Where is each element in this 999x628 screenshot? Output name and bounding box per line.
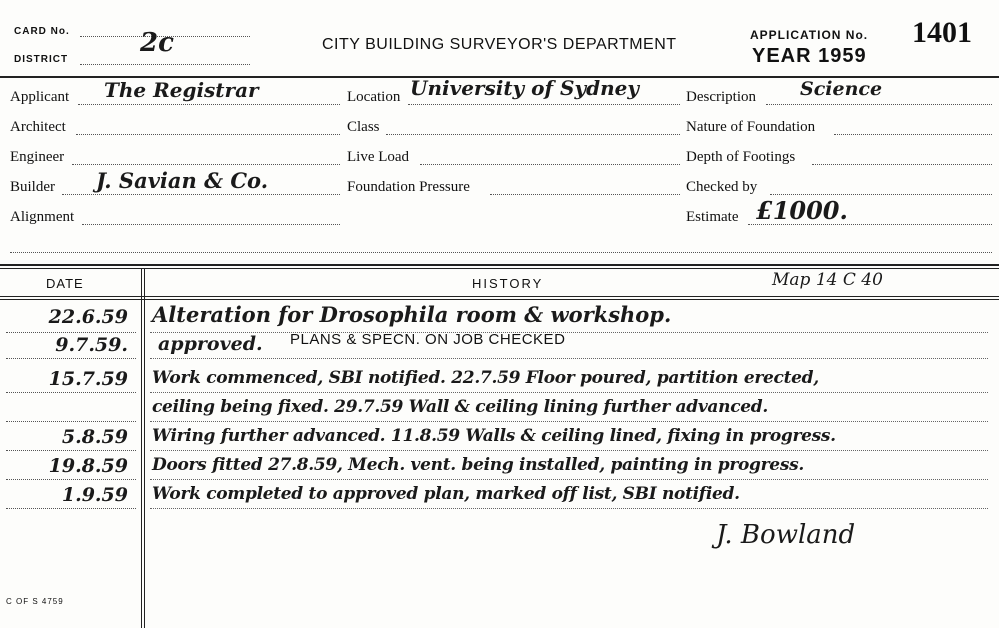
history-date: 22.6.59 [48,306,128,328]
date-column-divider-2 [144,269,145,628]
class-label: Class [347,119,380,135]
district-line [80,64,250,65]
applicant-value: The Registrar [104,78,259,102]
live-load-label: Live Load [347,149,410,165]
estimate-value: £1000. [756,196,848,225]
history-entry: Doors fitted 27.8.59, Mech. vent. being installed, painting in progress. [152,455,804,475]
history-entry: ceiling being fixed. 29.7.59 Wall & ceiling lining further advanced. [152,397,768,417]
district-label: DISTRICT [14,54,69,65]
engineer-label: Engineer [10,149,65,165]
description-value: Science [800,78,883,100]
history-line [150,421,988,422]
district-value: 2c [140,28,174,58]
foundation-pressure-label: Foundation Pressure [347,179,470,195]
history-entry: Work commenced, SBI notified. 22.7.59 Floor poured, partition erected, [152,368,819,388]
location-value: University of Sydney [410,76,639,100]
date-line [6,508,136,509]
class-line [386,134,680,135]
nature-of-foundation-line [834,134,992,135]
blank-line [10,252,992,253]
history-line [150,358,988,359]
history-entry: Work completed to approved plan, marked off list, SBI notified. [152,484,740,504]
history-line [150,450,988,451]
history-line [150,479,988,480]
department-title: CITY BUILDING SURVEYOR'S DEPARTMENT [322,36,677,53]
date-line [6,332,136,333]
date-column-divider [141,269,142,628]
history-date: 1.9.59 [61,484,128,506]
applicant-line [78,104,340,105]
live-load-line [420,164,680,165]
depth-of-footings-line [812,164,992,165]
year-label: YEAR 1959 [752,45,867,67]
checked-by-line [770,194,992,195]
history-header-rule [0,296,999,297]
history-line [150,332,988,333]
nature-of-foundation-label: Nature of Foundation [686,119,816,135]
foundation-pressure-line [490,194,680,195]
date-line [6,479,136,480]
date-line [6,421,136,422]
date-header: DATE [46,276,84,291]
date-line [6,392,136,393]
builder-label: Builder [10,179,55,195]
location-line [408,104,680,105]
estimate-label: Estimate [686,209,739,225]
form-code: C OF S 4759 [6,597,64,606]
date-line [6,450,136,451]
history-date: 19.8.59 [48,455,128,477]
description-label: Description [686,89,756,105]
history-header-rule-2 [0,299,999,300]
application-no-label: APPLICATION No. [750,28,869,42]
history-date: 15.7.59 [48,368,128,390]
history-line [150,508,988,509]
builder-value: J. Savian & Co. [96,168,268,193]
history-entry: Wiring further advanced. 11.8.59 Walls & ceiling lined, fixing in progress. [152,426,836,446]
map-reference: Map 14 C 40 [772,270,883,290]
depth-of-footings-label: Depth of Footings [686,149,796,165]
alignment-line [82,224,340,225]
applicant-label: Applicant [10,89,70,105]
location-label: Location [347,89,401,105]
history-date: 9.7.59. [55,334,128,356]
history-entry: Alteration for Drosophila room & workshop. [152,302,672,327]
alignment-label: Alignment [10,209,75,225]
checked-by-label: Checked by [686,179,758,195]
history-entry: approved. [158,333,263,355]
description-line [766,104,992,105]
card-no-label: CARD No. [14,26,70,37]
history-top-rule-2 [0,268,999,269]
application-no: 1401 [912,16,972,49]
history-top-rule [0,264,999,266]
architect-line [76,134,340,135]
history-line [150,392,988,393]
builder-line [62,194,340,195]
architect-label: Architect [10,119,66,135]
approval-stamp: PLANS & SPECN. ON JOB CHECKED [290,331,566,348]
date-line [6,358,136,359]
engineer-line [72,164,340,165]
history-header: HISTORY [472,276,544,291]
signature: J. Bowland [716,520,856,550]
history-date: 5.8.59 [61,426,128,448]
